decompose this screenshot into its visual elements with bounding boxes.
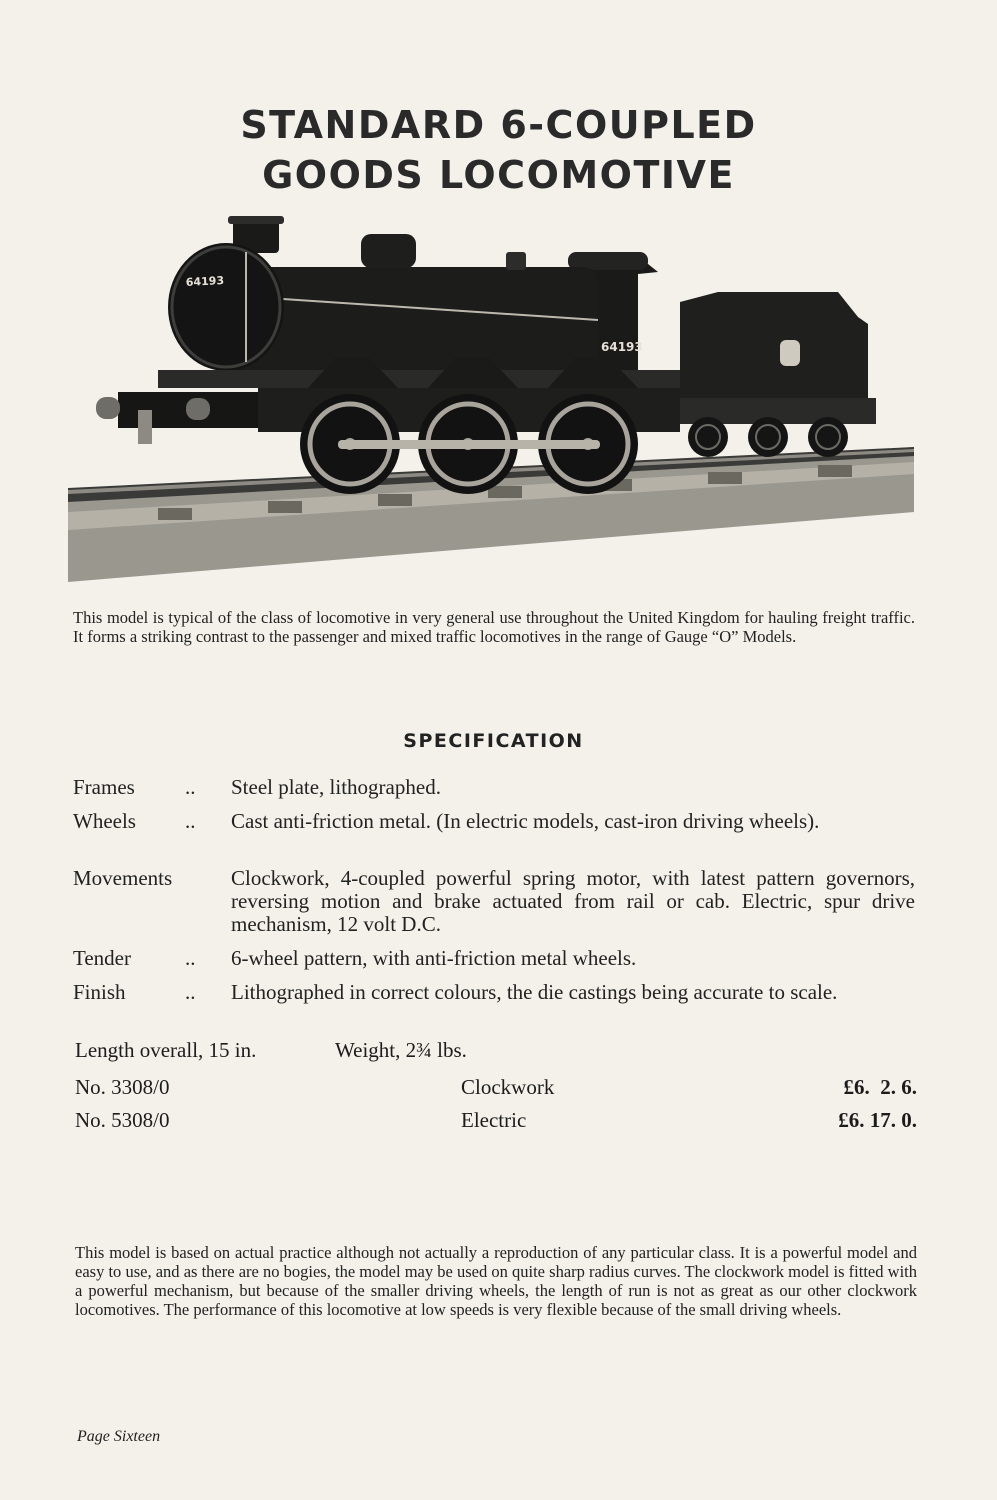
length-weight-line [75,1038,467,1062]
page-footer: Page Sixteen [77,1428,161,1445]
page-title [0,100,997,200]
spec-dots: .. [185,809,196,833]
model-type: Electric [461,1108,527,1132]
model-price: £6. 17. 0. [838,1108,917,1132]
spec-dots: .. [185,775,196,799]
model-number: No. 5308/0 [75,1108,170,1132]
spec-value: Steel plate, lithographed. [231,775,441,799]
model-number: No. 3308/0 [75,1075,170,1099]
model-type: Clockwork [461,1075,555,1099]
intro-paragraph: This model is typical of the class of locomotive in very general use throughout the United Kingdom for hauling freight traffic. It forms a striking contrast to the passenger and mixed traffic locomotives in the range of Gauge “O” Models. [73,608,915,646]
weight: Weight, 2¾ lbs. [335,1038,467,1062]
spec-value: 6-wheel pattern, with anti-friction metal wheels. [231,946,637,970]
spec-value: Clockwork, 4-coupled powerful spring motor, with latest pattern governors, reversing motion and brake actuated from rail or cab. Electric, spur drive mechanism, 12 volt D.C. [231,866,915,936]
spec-label: Wheels [73,809,136,833]
title-line-2: GOODS LOCOMOTIVE [262,153,735,197]
spec-dots: .. [185,946,196,970]
title-line-1: STANDARD 6-COUPLED [240,103,757,147]
spec-label: Frames [73,775,135,799]
note-paragraph: This model is based on actual practice although not actually a reproduction of any particular class. It is a powerful model and easy to use, and as there are no bogies, the model may be used on quite sharp radius curves. The clockwork model is fitted with a powerful mechanism, but because of the smaller driving wheels, the length of run is not as great as our other clockwork locomotives. The performance of this locomotive at low speeds is very flexible because of the small driving wheels. [75,1243,917,1319]
spec-label: Tender [73,946,131,970]
spec-value: Lithographed in correct colours, the die castings being accurate to scale. [231,980,838,1004]
smokebox-number: 64193 [185,274,225,289]
spec-label: Movements [73,866,173,890]
spec-label: Finish [73,980,126,1004]
tender [680,292,876,457]
model-price: £6. 2. 6. [843,1075,917,1099]
cab-number: 64193 [601,340,643,354]
locomotive-photo [68,212,914,582]
length-overall: Length overall, 15 in. [75,1038,257,1062]
spec-dots: .. [185,980,196,1004]
smokebox [168,243,284,371]
spec-value: Cast anti-friction metal. (In electric models, cast-iron driving wheels). [231,809,820,833]
driving-wheels [300,394,638,494]
specification-heading: SPECIFICATION [403,730,584,752]
